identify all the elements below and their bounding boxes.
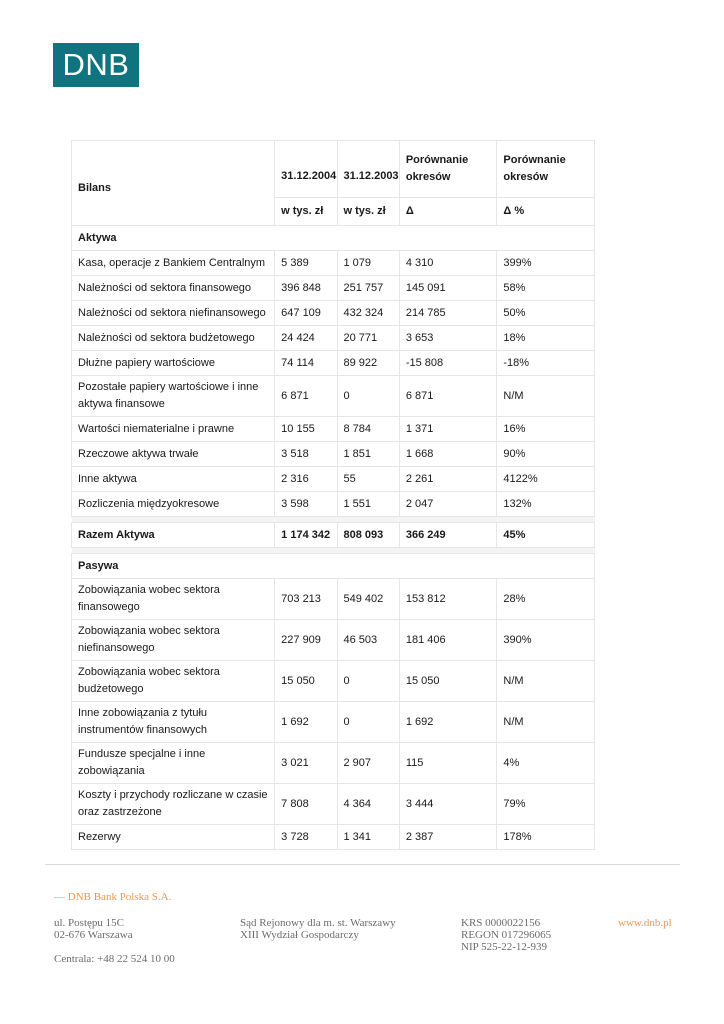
value-delta-pct: 45% — [497, 523, 595, 548]
row-label: Razem Aktywa — [72, 523, 275, 548]
header-2004: 31.12.2004 — [275, 141, 337, 198]
footer-court — [240, 917, 396, 941]
value-delta: 153 812 — [399, 579, 497, 620]
value-delta: 2 261 — [399, 467, 497, 492]
table-row — [72, 492, 595, 517]
value-delta: 1 668 — [399, 442, 497, 467]
table-row — [72, 251, 595, 276]
value-delta-pct: 18% — [497, 326, 595, 351]
value-2003: 55 — [337, 467, 399, 492]
table-row — [72, 784, 595, 825]
value-delta-pct: 58% — [497, 276, 595, 301]
table-row — [72, 301, 595, 326]
section-assets — [72, 226, 595, 251]
table-row — [72, 702, 595, 743]
total-row — [72, 523, 595, 548]
row-label: Należności od sektora niefinansowego — [72, 301, 275, 326]
value-delta-pct: 79% — [497, 784, 595, 825]
table-row — [72, 276, 595, 301]
table-row — [72, 579, 595, 620]
row-label: Kasa, operacje z Bankiem Centralnym — [72, 251, 275, 276]
value-2003: 549 402 — [337, 579, 399, 620]
row-label: Należności od sektora finansowego — [72, 276, 275, 301]
value-2004: 227 909 — [275, 620, 337, 661]
value-2004: 3 021 — [275, 743, 337, 784]
value-2004: 3 598 — [275, 492, 337, 517]
table-row — [72, 825, 595, 850]
value-2004: 3 518 — [275, 442, 337, 467]
row-label: Zobowiązania wobec sektora budżetowego — [72, 661, 275, 702]
value-2003: 0 — [337, 661, 399, 702]
value-delta: 6 871 — [399, 376, 497, 417]
value-2004: 15 050 — [275, 661, 337, 702]
table-row — [72, 417, 595, 442]
value-2003: 1 341 — [337, 825, 399, 850]
value-delta: 181 406 — [399, 620, 497, 661]
row-label: Inne aktywa — [72, 467, 275, 492]
value-2003: 1 079 — [337, 251, 399, 276]
value-2004: 10 155 — [275, 417, 337, 442]
table-row — [72, 326, 595, 351]
value-delta: 145 091 — [399, 276, 497, 301]
value-delta-pct: 16% — [497, 417, 595, 442]
footer-krs: KRS 0000022156 — [461, 917, 541, 929]
table-row — [72, 351, 595, 376]
section-assets-label: Aktywa — [72, 226, 595, 251]
value-2004: 3 728 — [275, 825, 337, 850]
value-delta-pct: 28% — [497, 579, 595, 620]
value-2004: 5 389 — [275, 251, 337, 276]
footer-city: 02-676 Warszawa — [54, 929, 133, 941]
balance-sheet-table — [71, 140, 595, 850]
value-2003: 4 364 — [337, 784, 399, 825]
value-2004: 74 114 — [275, 351, 337, 376]
unit-2003: w tys. zł — [337, 198, 399, 226]
footer-court-name: Sąd Rejonowy dla m. st. Warszawy — [240, 917, 396, 929]
table-header-row — [72, 141, 595, 198]
section-liabilities — [72, 554, 595, 579]
value-delta-pct: 178% — [497, 825, 595, 850]
footer-company: — DNB Bank Polska S.A. — [54, 891, 172, 903]
value-2004: 7 808 — [275, 784, 337, 825]
value-2003: 251 757 — [337, 276, 399, 301]
value-delta-pct: -18% — [497, 351, 595, 376]
value-delta-pct: 50% — [497, 301, 595, 326]
footer-court-division: XIII Wydział Gospodarczy — [240, 929, 359, 941]
value-2004: 1 692 — [275, 702, 337, 743]
row-label: Inne zobowiązania z tytułu instrumentów finansowych — [72, 702, 275, 743]
value-delta-pct: 4122% — [497, 467, 595, 492]
value-2003: 8 784 — [337, 417, 399, 442]
value-delta: 2 047 — [399, 492, 497, 517]
header-2003: 31.12.2003 — [337, 141, 399, 198]
row-label: Zobowiązania wobec sektora finansowego — [72, 579, 275, 620]
row-label: Zobowiązania wobec sektora niefinansowego — [72, 620, 275, 661]
table-row — [72, 661, 595, 702]
value-delta: 15 050 — [399, 661, 497, 702]
value-delta-pct: N/M — [497, 702, 595, 743]
row-label: Należności od sektora budżetowego — [72, 326, 275, 351]
value-2003: 89 922 — [337, 351, 399, 376]
value-delta-pct: 90% — [497, 442, 595, 467]
value-delta: 366 249 — [399, 523, 497, 548]
footer-divider — [45, 864, 680, 865]
value-2003: 20 771 — [337, 326, 399, 351]
value-delta: 4 310 — [399, 251, 497, 276]
value-2004: 24 424 — [275, 326, 337, 351]
value-delta-pct: 390% — [497, 620, 595, 661]
row-label: Rozliczenia międzyokresowe — [72, 492, 275, 517]
value-delta-pct: 399% — [497, 251, 595, 276]
value-2004: 396 848 — [275, 276, 337, 301]
value-2004: 647 109 — [275, 301, 337, 326]
value-2003: 432 324 — [337, 301, 399, 326]
value-delta: 1 371 — [399, 417, 497, 442]
table-row — [72, 442, 595, 467]
value-delta: 3 653 — [399, 326, 497, 351]
value-2003: 1 551 — [337, 492, 399, 517]
table-row — [72, 743, 595, 784]
value-2004: 1 174 342 — [275, 523, 337, 548]
value-2003: 808 093 — [337, 523, 399, 548]
value-delta-pct: 132% — [497, 492, 595, 517]
unit-delta-pct: Δ % — [497, 198, 595, 226]
unit-delta: Δ — [399, 198, 497, 226]
value-2004: 6 871 — [275, 376, 337, 417]
value-delta-pct: N/M — [497, 661, 595, 702]
row-label: Rezerwy — [72, 825, 275, 850]
value-delta: 3 444 — [399, 784, 497, 825]
footer-phone: Centrala: +48 22 524 10 00 — [54, 953, 175, 965]
footer-address — [54, 917, 133, 941]
value-2003: 46 503 — [337, 620, 399, 661]
value-2004: 703 213 — [275, 579, 337, 620]
dnb-logo: DNB — [53, 43, 139, 87]
row-label: Fundusze specjalne i inne zobowiązania — [72, 743, 275, 784]
table-title: Bilans — [72, 141, 275, 226]
value-2003: 2 907 — [337, 743, 399, 784]
footer-registry — [461, 917, 551, 953]
header-comparison-pct: Porównanie okresów — [497, 141, 595, 198]
value-delta: 214 785 — [399, 301, 497, 326]
value-2003: 0 — [337, 376, 399, 417]
table-row — [72, 467, 595, 492]
table-row — [72, 376, 595, 417]
row-label: Pozostałe papiery wartościowe i inne aktywa finansowe — [72, 376, 275, 417]
value-2003: 0 — [337, 702, 399, 743]
value-delta: -15 808 — [399, 351, 497, 376]
value-delta-pct: N/M — [497, 376, 595, 417]
value-delta-pct: 4% — [497, 743, 595, 784]
footer-website-link[interactable]: www.dnb.pl — [618, 917, 672, 929]
value-2004: 2 316 — [275, 467, 337, 492]
footer-nip: NIP 525-22-12-939 — [461, 941, 548, 953]
value-2003: 1 851 — [337, 442, 399, 467]
value-delta: 115 — [399, 743, 497, 784]
table-row — [72, 620, 595, 661]
unit-2004: w tys. zł — [275, 198, 337, 226]
section-liabilities-label: Pasywa — [72, 554, 595, 579]
footer-street: ul. Postępu 15C — [54, 917, 124, 929]
row-label: Dłużne papiery wartościowe — [72, 351, 275, 376]
value-delta: 2 387 — [399, 825, 497, 850]
header-comparison-abs: Porównanie okresów — [399, 141, 497, 198]
footer-regon: REGON 017296065 — [461, 929, 552, 941]
row-label: Rzeczowe aktywa trwałe — [72, 442, 275, 467]
row-label: Koszty i przychody rozliczane w czasie oraz zastrzeżone — [72, 784, 275, 825]
row-label: Wartości niematerialne i prawne — [72, 417, 275, 442]
value-delta: 1 692 — [399, 702, 497, 743]
